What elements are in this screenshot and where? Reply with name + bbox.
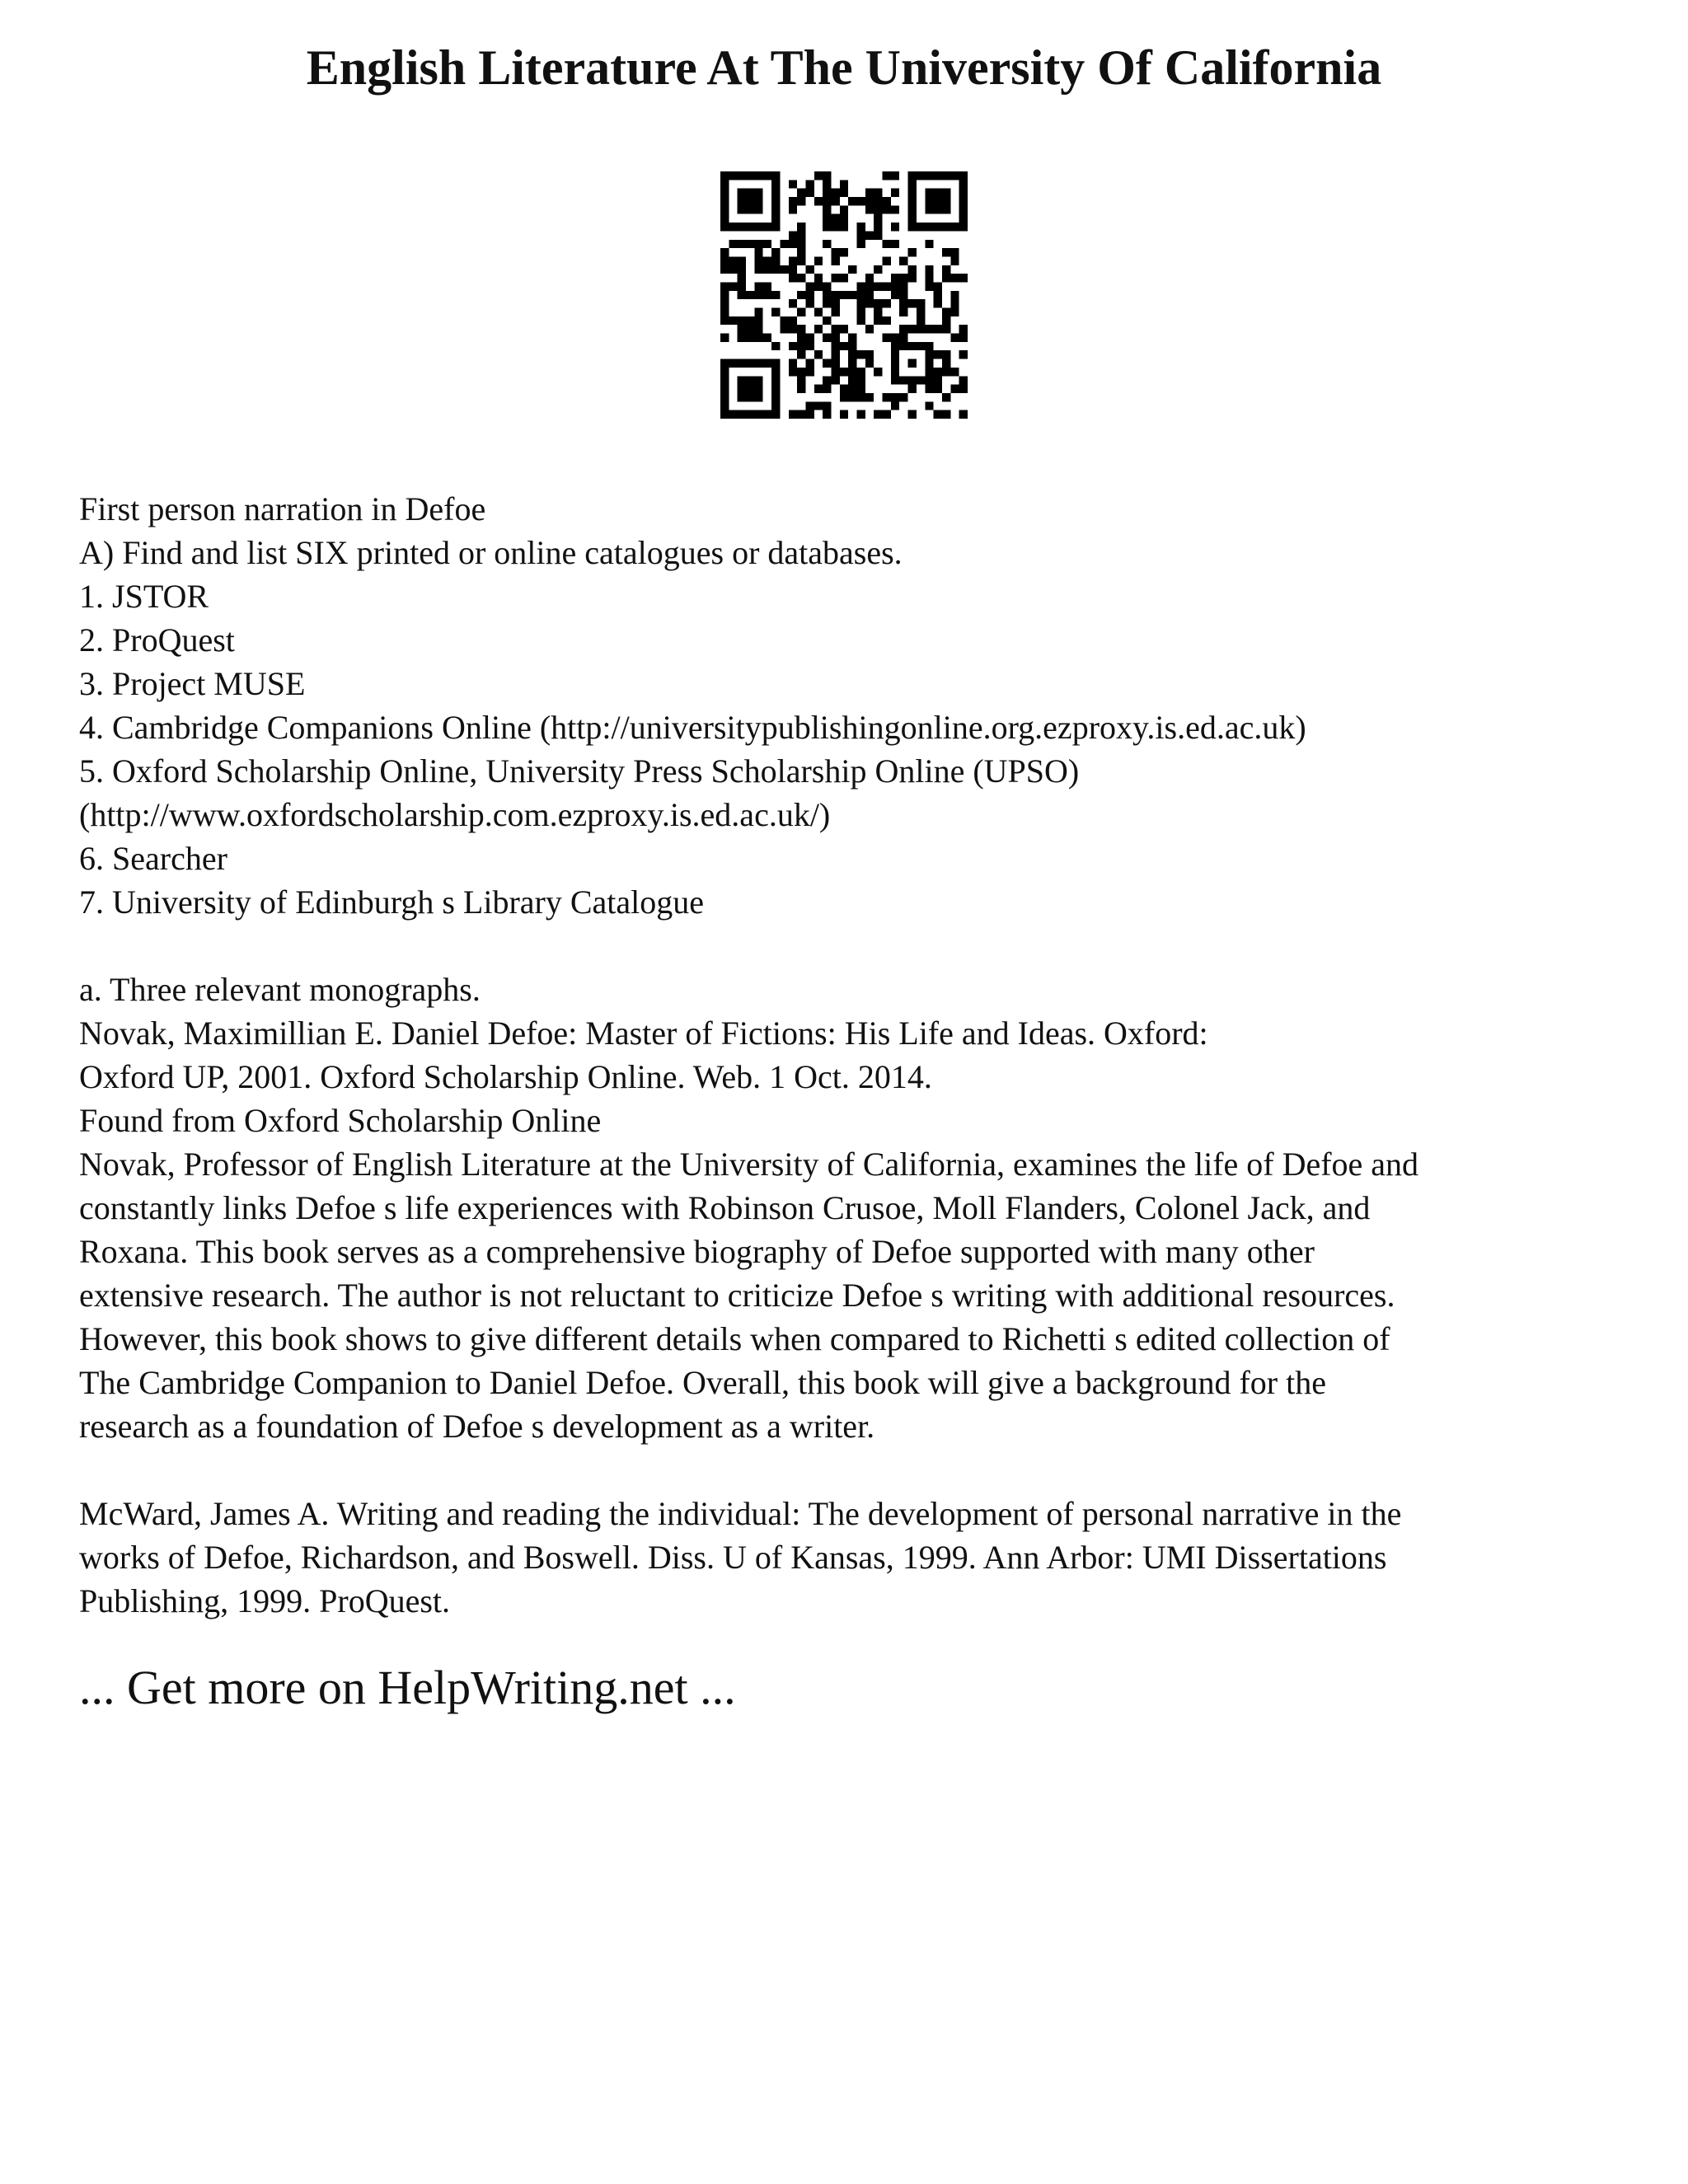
qr-code-graphic <box>720 171 968 419</box>
annotation-line: Roxana. This book serves as a comprehensive biography of Defoe supported with many other <box>79 1233 1315 1270</box>
citation-novak-line-1: Novak, Maximillian E. Daniel Defoe: Master of Fictions: His Life and Ideas. Oxford: <box>79 1015 1208 1052</box>
footer-link-text[interactable]: ... Get more on HelpWriting.net ... <box>79 1661 736 1714</box>
database-item: 3. Project MUSE <box>79 665 306 702</box>
qr-code-icon <box>720 171 968 419</box>
annotation-line: extensive research. The author is not reluctant to criticize Defoe s writing with additional resources. <box>79 1277 1395 1314</box>
database-item: 2. ProQuest <box>79 621 235 658</box>
database-item: 4. Cambridge Companions Online (http://universitypublishingonline.org.ezproxy.is.ed.ac.uk) <box>79 709 1306 746</box>
task-line: A) Find and list SIX printed or online catalogues or databases. <box>79 534 903 571</box>
citation-novak-line-2: Oxford UP, 2001. Oxford Scholarship Online. Web. 1 Oct. 2014. <box>79 1058 932 1095</box>
database-item-url: (http://www.oxfordscholarship.com.ezproxy.is.ed.ac.uk/) <box>79 796 831 833</box>
page-title: English Literature At The University Of California <box>306 40 1382 95</box>
database-item: 1. JSTOR <box>79 578 209 615</box>
database-item: 7. University of Edinburgh s Library Catalogue <box>79 883 705 921</box>
topic-line: First person narration in Defoe <box>79 490 486 527</box>
database-item: 6. Searcher <box>79 840 227 877</box>
annotation-line: research as a foundation of Defoe s development as a writer. <box>79 1408 875 1445</box>
annotation-line: Novak, Professor of English Literature at the University of California, examines the life of Defoe and <box>79 1146 1419 1183</box>
annotation-line: The Cambridge Companion to Daniel Defoe. Overall, this book will give a background for the <box>79 1364 1326 1401</box>
citation-mcward-line: Publishing, 1999. ProQuest. <box>79 1582 451 1619</box>
annotation-line: constantly links Defoe s life experiences with Robinson Crusoe, Moll Flanders, Colonel Jack, and <box>79 1189 1371 1226</box>
paragraph-spacer <box>79 924 1629 968</box>
document-body <box>79 487 1629 1623</box>
citation-mcward-line: works of Defoe, Richardson, and Boswell. Diss. U of Kansas, 1999. Ann Arbor: UMI Dissertations <box>79 1539 1387 1576</box>
annotation-line: However, this book shows to give different details when compared to Richetti s edited collection of <box>79 1320 1390 1357</box>
paragraph-spacer <box>79 1448 1629 1492</box>
source-note: Found from Oxford Scholarship Online <box>79 1102 602 1139</box>
citation-mcward-line: McWard, James A. Writing and reading the individual: The development of personal narrative in the <box>79 1495 1402 1532</box>
database-item: 5. Oxford Scholarship Online, University Press Scholarship Online (UPSO) <box>79 752 1080 790</box>
monographs-heading: a. Three relevant monographs. <box>79 971 481 1008</box>
